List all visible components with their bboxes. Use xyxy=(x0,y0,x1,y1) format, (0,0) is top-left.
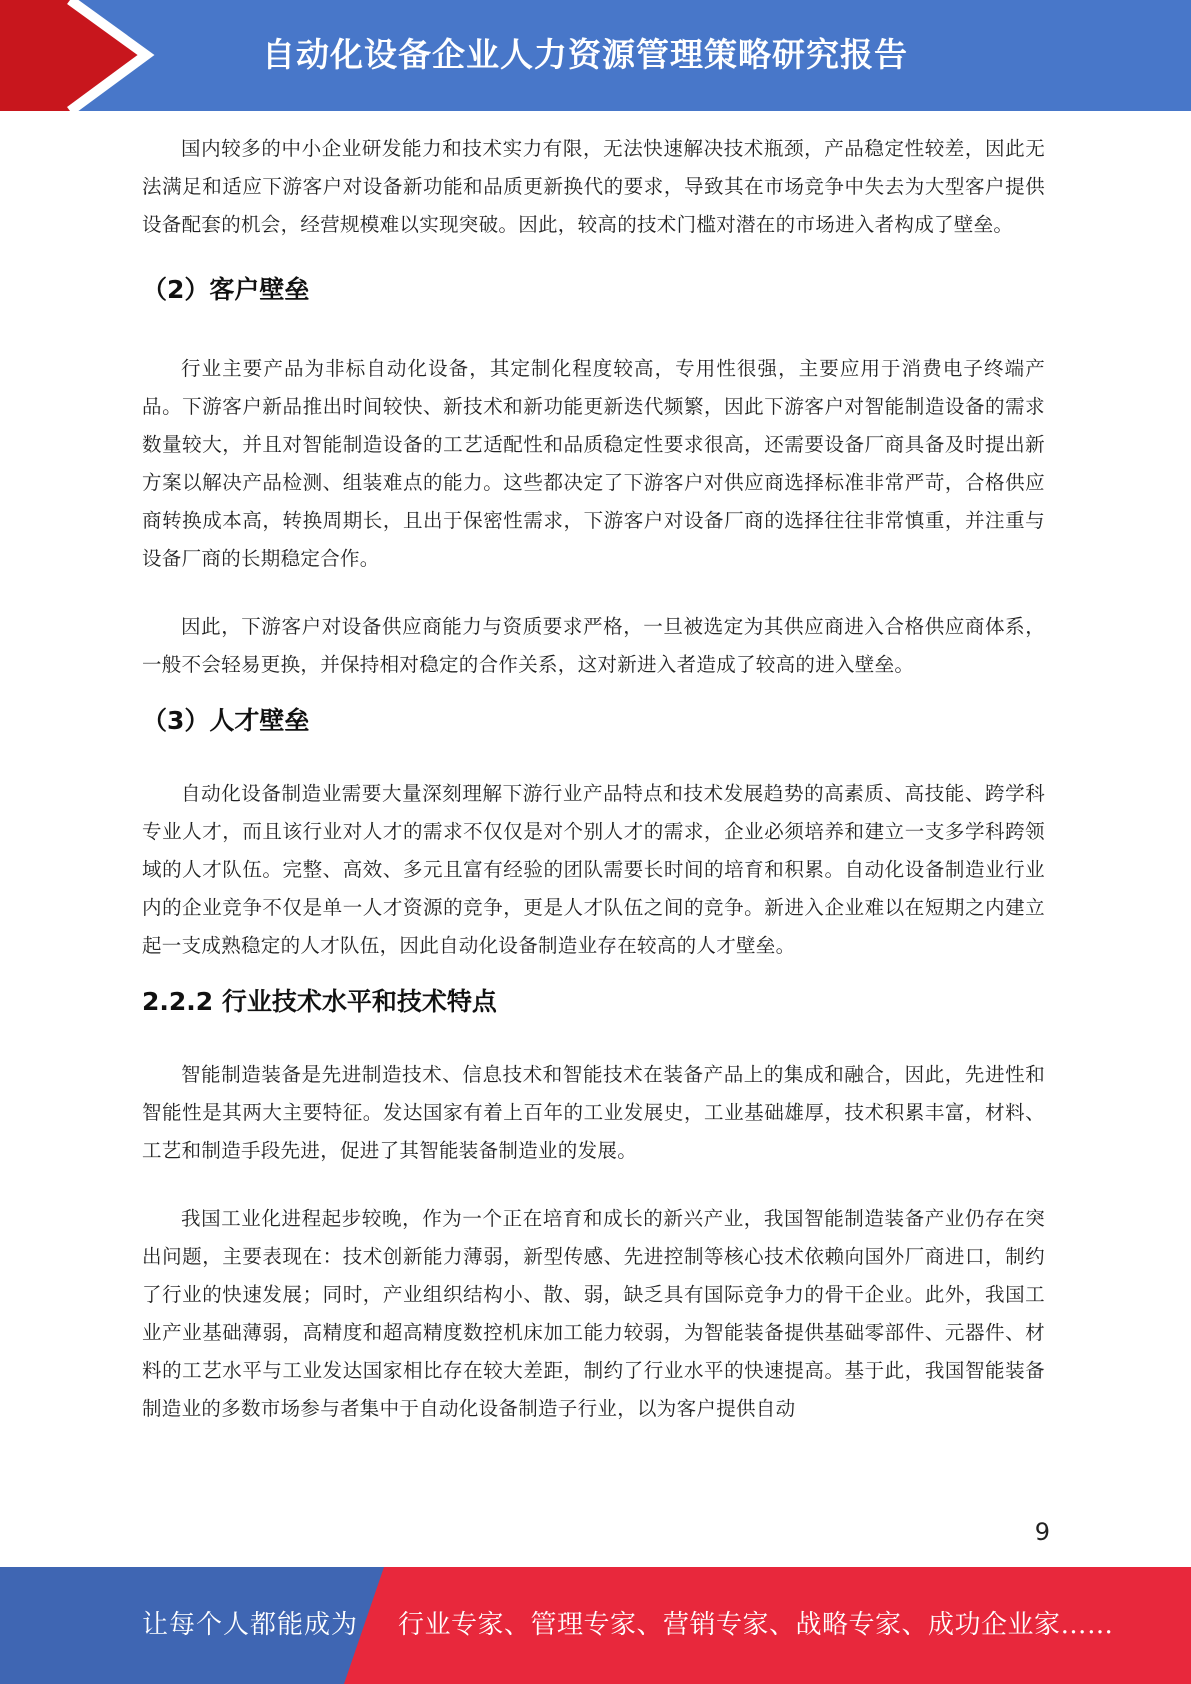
footer-slogan-right: 行业专家、管理专家、营销专家、战略专家、成功企业家…… xyxy=(398,1610,1114,1640)
paragraph-tech-level: 智能制造装备是先进制造技术、信息技术和智能技术在装备产品上的集成和融合，因此，先进性和智能性是其两大主要特征。发达国家有着上百年的工业发展史，工业基础雄厚，技术积累丰富，材料、工艺和制造手段先进，促进了其智能装备制造业的发展。 xyxy=(142,1063,1045,1162)
heading-section-2-2-2: 2.2.2 行业技术水平和技术特点 xyxy=(142,987,497,1016)
heading-talent-barrier: （3）人才壁垒 xyxy=(142,706,310,735)
page-header xyxy=(0,0,1191,111)
document-body xyxy=(142,130,1045,1428)
paragraph-tech-features: 我国工业化进程起步较晚，作为一个正在培育和成长的新兴产业，我国智能制造装备产业仍存在突出问题，主要表现在：技术创新能力薄弱，新型传感、先进控制等核心技术依赖向国外厂商进口，制约了行业的快速发展；同时，产业组织结构小、散、弱，缺乏具有国际竞争力的骨干企业。此外，我国工业产业基础薄弱，高精度和超高精度数控机床加工能力较弱，为智能装备提供基础零部件、元器件、材料的工艺水平与工业发达国家相比存在较大差距，制约了行业水平的快速提高。基于此，我国智能装备制造业的多数市场参与者集中于自动化设备制造子行业，以为客户提供自动 xyxy=(142,1207,1045,1420)
paragraph-customer-barrier-2: 因此，下游客户对设备供应商能力与资质要求严格，一旦被选定为其供应商进入合格供应商体系，一般不会轻易更换，并保持相对稳定的合作关系，这对新进入者造成了较高的进入壁垒。 xyxy=(142,615,1045,676)
footer-slogan-left: 让每个人都能成为 xyxy=(142,1610,359,1640)
heading-customer-barrier: （2）客户壁垒 xyxy=(142,275,310,304)
paragraph-tech-barrier: 国内较多的中小企业研发能力和技术实力有限，无法快速解决技术瓶颈，产品稳定性较差，因此无法满足和适应下游客户对设备新功能和品质更新换代的要求，导致其在市场竞争中失去为大型客户提供设备配套的机会，经营规模难以实现突破。因此，较高的技术门槛对潜在的市场进入者构成了壁垒。 xyxy=(142,137,1045,236)
report-title: 自动化设备企业人力资源管理策略研究报告 xyxy=(262,35,908,74)
paragraph-customer-barrier: 行业主要产品为非标自动化设备，其定制化程度较高，专用性很强，主要应用于消费电子终端产品。下游客户新品推出时间较快、新技术和新功能更新迭代频繁，因此下游客户对智能制造设备的需求数量较大，并且对智能制造设备的工艺适配性和品质稳定性要求很高，还需要设备厂商具备及时提出新方案以解决产品检测、组装难点的能力。这些都决定了下游客户对供应商选择标准非常严苛，合格供应商转换成本高，转换周期长，且出于保密性需求，下游客户对设备厂商的选择往往非常慎重，并注重与设备厂商的长期稳定合作。 xyxy=(142,357,1045,570)
page-footer xyxy=(0,1567,1191,1684)
page-number: 9 xyxy=(1034,1518,1050,1546)
paragraph-talent-barrier: 自动化设备制造业需要大量深刻理解下游行业产品特点和技术发展趋势的高素质、高技能、跨学科专业人才，而且该行业对人才的需求不仅仅是对个别人才的需求，企业必须培养和建立一支多学科跨领域的人才队伍。完整、高效、多元且富有经验的团队需要长时间的培育和积累。自动化设备制造业行业内的企业竞争不仅是单一人才资源的竞争，更是人才队伍之间的竞争。新进入企业难以在短期之内建立起一支成熟稳定的人才队伍，因此自动化设备制造业存在较高的人才壁垒。 xyxy=(142,782,1045,957)
